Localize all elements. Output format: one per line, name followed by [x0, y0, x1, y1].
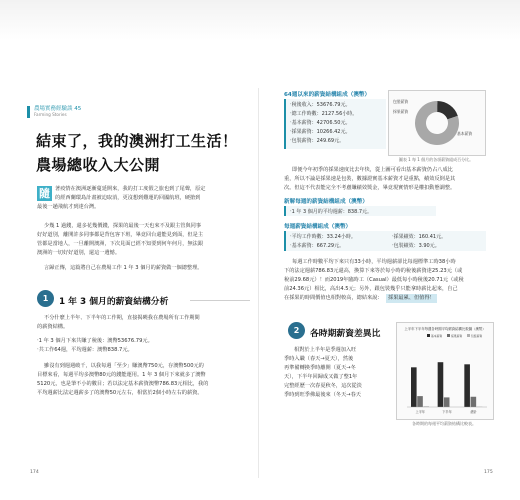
right-body-1-line: 次。但這不代表能完全不考慮賺績效獎金，畢竟現實情形是權扣動態調整。	[284, 185, 456, 191]
article-title-line-2: 農場總收入大公開	[36, 156, 161, 174]
bar-chart	[397, 323, 493, 419]
section-1-line: 不分什麼上半年、下半年的工作期，直接揭曉我在農場所有工作期間	[44, 315, 200, 321]
section-1-bullet: ‧1 年 3 個月下來共賺了稅後：澳幣53676.79元。	[37, 338, 153, 344]
bar	[411, 367, 417, 407]
bar	[438, 362, 444, 407]
section-2-line: 天），下半年回歸成又做了整1年	[284, 374, 358, 380]
table-2-row: ‧1 年 3 個月的平均週薪：838.7元。	[290, 209, 373, 215]
right-body-1-line: 即便今年初季的採果速度比去年快，從上圖可看出基本薪資仍占八成比	[292, 167, 453, 173]
pie-chart-caption: 圖表 1 每 1 個月的各項薪資組成百分比。	[398, 157, 474, 162]
intro-line: 少幾 1 過錢，還多花幾價錢，探果的最後一天也來不及跟主管與同事	[44, 223, 202, 229]
table-3-cell: ‧平均工作時數：33.24小時。	[290, 234, 356, 240]
right-body-2-line: 在採果的時間價值也相對較高，總結來說：	[284, 295, 383, 301]
section-1-number: 1	[37, 290, 54, 307]
drop-cap: 隨	[39, 187, 50, 200]
right-body-1-line: 重，所以不論是採果速是包裝，數據證實基本薪資才是重點，績效反倒是其	[284, 176, 456, 182]
table-3-cell: ‧包裝績效：3.90元。	[392, 243, 440, 249]
section-2-number: 2	[288, 322, 305, 339]
pie-chart	[389, 91, 485, 155]
table-1-heading: 64週以來的薪資結構組成（澳幣）	[284, 92, 371, 98]
section-1-body-line: 5120元，也是筆不小的數目；若以法定基本薪資澳幣786.83元相比，我的	[37, 381, 209, 387]
intro-line: 言歸正傳，這篇將自己在農場工作 1 年 3 個月的薪資做一個總整理。	[44, 265, 203, 271]
section-2-line: 季時到旺季佛最後來（冬天→春天	[284, 392, 361, 398]
intro-line: 的經西蘭環島計畫被迫取消，更沒想到難運的回國航班，硬搶到	[55, 195, 201, 201]
table-1-row: ‧總工作時數：2127.56小時。	[290, 111, 358, 117]
table-1-row: ‧稅後收入：53676.79元。	[290, 102, 351, 108]
table-1-row: ‧基本薪資：42706.50元。	[290, 120, 351, 126]
right-body-2-line: 稅前29.68元）！而2019年臨時工（Casual）最低每小時稅後20.71元（或稅	[284, 277, 464, 283]
section-2-line: 季時入職（春天→夏天），然後	[284, 356, 354, 362]
section-1-body-line: 目標來看，每週平均多澳幣80元的錢能運用。1 年 3 個月下來就多了澳幣	[37, 372, 206, 378]
page-number-right: 175	[484, 470, 493, 475]
article-title-line-1: 結束了，我的澳洲打工生活！	[36, 132, 238, 150]
table-3-heading: 每週薪資結構組成（澳幣）	[284, 224, 352, 230]
table-1-row: ‧包裝薪資：249.69元。	[290, 138, 345, 144]
table-3-cell: ‧採果績效：160.41元。	[392, 234, 447, 240]
bar-chart-title: 上半年下半年每週各時期平均薪資結構比較圖（澳幣）	[404, 327, 486, 331]
pie-chart-frame	[388, 90, 486, 156]
section-2-title: 各時期薪資差異比	[310, 329, 381, 339]
x-tick-label: 下半年	[442, 410, 452, 414]
bar-chart-caption: 各時期的每週平均薪資結構比較表。	[412, 421, 476, 426]
table-1-row: ‧採果薪資：10266.42元。	[290, 129, 351, 135]
right-body-2-line: 每週工作時數平均下來只有33小時，平均週薪卻比每週標準工時38小時	[292, 259, 456, 265]
table-2-heading: 新解每週的薪資結構組成（澳幣）	[284, 199, 368, 205]
right-body-2-line: 前24.36元）相比，高出4.5元；另外，跟包裝幾乎只能拿時薪比起來，自己	[284, 286, 458, 292]
bar	[417, 396, 423, 407]
pie-label-base: 基本薪資	[457, 131, 473, 136]
section-2-line: 完整經歷一次春夏秋冬，這次從淡	[284, 383, 362, 389]
bar-chart-frame	[396, 322, 494, 420]
section-2-line: 再準備轉換季時離開（夏天→冬	[284, 365, 356, 371]
section-1-line: 的薪資結構。	[37, 324, 69, 330]
book-gutter	[258, 88, 259, 478]
intro-line: 管都是當地人，一旦離開澳洲，下次見面已經不知要到何年何月，無法跟	[37, 241, 204, 247]
section-1-body-line: 平均週薪比法定週薪多了的澳幣50元左右，相當於2個小時左右的薪資。	[37, 390, 203, 396]
bar	[444, 397, 450, 407]
section-1-body-line: 雖沒有到週週破千，以我每週「至少」賺澳幣750元，存澳幣500元的	[44, 363, 204, 369]
legend-swatch	[467, 334, 470, 337]
section-2-line: 相對於上半年是季週加入旺	[294, 347, 357, 353]
pie-slice	[437, 101, 457, 119]
bar	[471, 397, 477, 407]
page-top-shadow	[0, 0, 520, 40]
x-tick-label: 上半年	[415, 410, 426, 414]
intro-line: 澳洲的一切好好道別，還這一遺憾。	[37, 250, 121, 256]
legend-label: 包裝薪資	[471, 334, 483, 338]
section-1-rule	[190, 300, 250, 301]
right-body-2-line: 下的法定週薪786.83元還高，換算下來等於每小時的稅後薪資達25.23元（或	[284, 268, 463, 274]
pie-label-picking: 採果薪資	[393, 109, 409, 114]
legend-swatch	[427, 334, 430, 337]
page-number-left: 174	[30, 470, 39, 475]
legend-swatch	[447, 334, 450, 337]
intro-line: 最後一趟飛航才到達台灣。	[37, 204, 100, 210]
intro-line: 好好道別，離開許多同事都是背包客下班，畢竟回台還能見到面，但是主	[37, 232, 204, 238]
table-3-cell: ‧基本薪資：667.29元。	[290, 243, 345, 249]
highlighted-conclusion: 採果最累、但值得！	[388, 295, 435, 301]
x-tick-label: 總計	[470, 410, 477, 414]
section-1-bullet: ‧共工作64週，平均週薪：澳幣838.7元。	[37, 347, 133, 353]
legend-label: 基本薪資	[431, 334, 443, 338]
running-header-title: 農場實務經驗談 45	[34, 106, 82, 112]
header-accent-bar	[27, 106, 30, 118]
pie-label-packing: 包裝薪資	[393, 99, 409, 104]
bar	[464, 364, 470, 407]
intro-line: 著疫情在澳洲逐漸蔓延開來，我的打工度假之旅也到了尾聲，原定	[55, 186, 206, 192]
legend-label: 採果薪資	[451, 334, 463, 338]
running-header-subtitle: Farming Stories	[34, 112, 67, 117]
section-1-title: 1 年 3 個月的薪資結構分析	[59, 297, 169, 307]
